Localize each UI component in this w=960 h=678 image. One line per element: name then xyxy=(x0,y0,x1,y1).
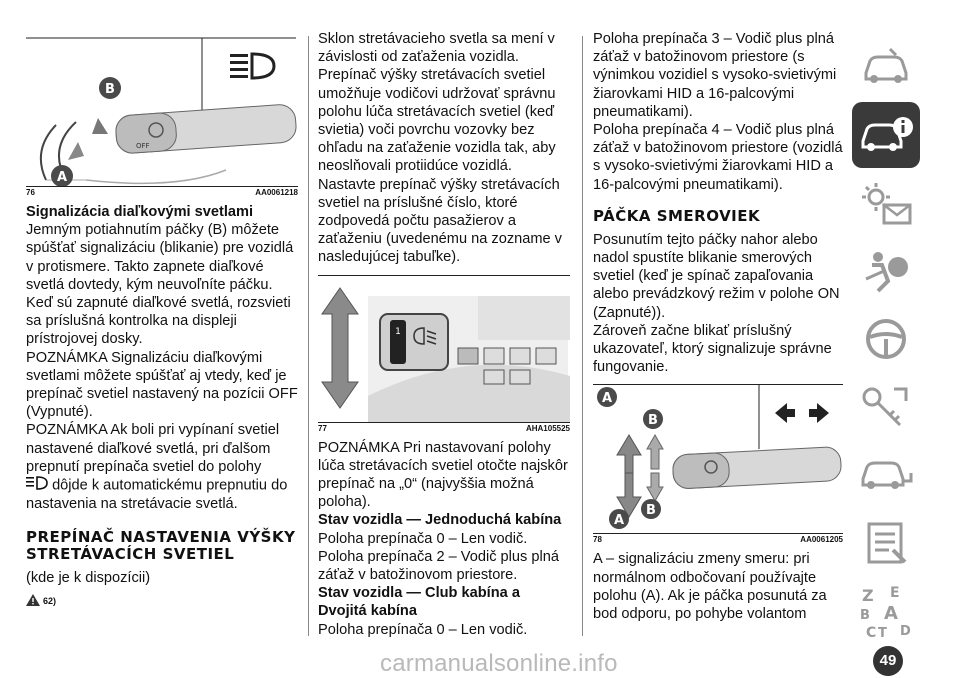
svg-text:B: B xyxy=(105,82,115,97)
svg-text:A: A xyxy=(884,603,898,624)
subheading: Stav vozidla — Club kabína a Dvojitá kabína xyxy=(318,585,520,620)
service-icon xyxy=(863,520,909,566)
figure-caption xyxy=(26,186,298,197)
paragraph: Poloha prepínača 2 – Vodič plus plná záťaž v batožinovom priestore. xyxy=(318,548,559,584)
turn-signal-icon xyxy=(775,403,829,423)
headlight-lever-illustration xyxy=(26,30,298,186)
column-3 xyxy=(593,30,843,623)
figure-number: 78 xyxy=(593,535,602,545)
svg-text:T: T xyxy=(878,626,887,639)
tab-car-info[interactable] xyxy=(852,102,920,168)
column-divider xyxy=(582,36,583,636)
paragraph: Posunutím tejto páčky nahor alebo nadol spustíte blikanie smerových svetiel (keď je spínač zapaľovania alebo prevádzkový režim v polohe ON (Zapnuté)). xyxy=(593,231,840,321)
label-a-badge xyxy=(597,387,617,407)
tab-warning-lights[interactable] xyxy=(852,170,920,236)
paragraph: POZNÁMKA Signalizáciu diaľkovými svetlami môžete spúšťať aj vtedy, keď je prepínač svetiel nastavený na pozícii OFF (Vypnuté). xyxy=(26,349,298,421)
paragraph: Poloha prepínača 4 – Vodič plus plná záťaž v batožinovom priestore (vozidlá s vysoko-svietivými žiarovkami HID a 16-palcovými pneumatikami). xyxy=(593,122,843,193)
index-icon xyxy=(856,583,916,639)
paragraph-text: dôjde k automatickému prepnutiu do nastavenia na stretávacie svetlá. xyxy=(26,477,288,513)
label-a-badge xyxy=(609,509,629,529)
paragraph: Zároveň začne blikať príslušný ukazovateľ, ktorý signalizuje správne fungovanie. xyxy=(593,322,832,376)
figure-76 xyxy=(26,30,298,186)
svg-text:A: A xyxy=(56,170,68,185)
subheading: Signalizácia diaľkovými svetlami xyxy=(26,204,254,220)
airbag-icon xyxy=(860,249,912,293)
high-beam-icon xyxy=(230,54,274,78)
column-1 xyxy=(26,30,298,606)
figure-code: AA0061218 xyxy=(255,188,298,197)
svg-text:D: D xyxy=(900,624,911,639)
watermark: carmanualsonline.info xyxy=(380,650,618,677)
figure-caption xyxy=(593,533,843,544)
paragraph: Sklon stretávacieho svetla sa mení v závislosti od zaťaženia vozidla. Prepínač výšky stretávacích svetiel umožňuje vodičovi udržovať správnu polohu lúča stretávacích svetiel (keď svietia) voči povrchu vozovky bez ohľadu na zaťaženie vozidla tak, aby neoslňovali protiidúce vozidlá. Nastavte prepínač výšky stretávacích svetiel na príslušné číslo, ktoré zodpovedá počtu pasažierov a zaťaženiu (uvedenému na zozname v nasledujúcej tabuľke). xyxy=(318,31,562,266)
section-title: PREPÍNAČ NASTAVENIA VÝŠKY STRETÁVACÍCH SVETIEL xyxy=(26,528,296,564)
svg-text:A: A xyxy=(601,391,613,407)
figure-code: AHA105525 xyxy=(525,423,570,433)
warning-lights-icon xyxy=(860,181,912,225)
svg-text:B: B xyxy=(860,608,870,623)
label-b-badge xyxy=(643,409,663,429)
label-a-badge xyxy=(51,165,73,186)
chapter-sidebar xyxy=(848,34,924,664)
tab-car[interactable] xyxy=(852,34,920,100)
high-beam-icon xyxy=(26,476,48,495)
car-info-icon xyxy=(859,115,913,155)
car-icon xyxy=(860,47,912,87)
figure-number: 77 xyxy=(318,423,327,433)
note-reference: 62) xyxy=(26,594,298,606)
svg-text:B: B xyxy=(648,413,658,429)
figure-77 xyxy=(318,275,570,422)
warning-triangle-icon xyxy=(26,594,40,606)
svg-text:1: 1 xyxy=(395,326,401,337)
paragraph: A – signalizáciu zmeny smeru: pri normálnom odbočovaní používajte polohu (A). Ak je páčka posunutá za bod odporu, po pohybe volantom xyxy=(593,551,827,623)
paragraph xyxy=(26,421,298,513)
page-number: 49 xyxy=(873,646,903,676)
svg-text:A: A xyxy=(613,513,625,529)
tow-car-icon xyxy=(859,455,913,495)
section-title: PÁČKA SMEROVIEK xyxy=(593,206,761,225)
svg-text:C: C xyxy=(866,625,877,639)
up-down-arrow-icon xyxy=(322,288,358,408)
svg-text:OFF: OFF xyxy=(136,142,150,150)
tab-steering-wheel[interactable] xyxy=(852,306,920,372)
column-2 xyxy=(318,30,570,639)
paragraph: Poloha prepínača 3 – Vodič plus plná záťaž v batožinovom priestore (s výnimkou vozidiel s vysoko-svietivými žiarovkami HID a 16-palcovými pneumatikami). xyxy=(593,31,837,120)
tab-airbag[interactable] xyxy=(852,238,920,304)
label-b-badge xyxy=(641,499,661,519)
svg-text:B: B xyxy=(646,503,656,519)
headlight-leveling-switch-illustration xyxy=(318,276,570,422)
label-b-badge xyxy=(99,77,121,99)
steering-wheel-icon xyxy=(862,317,910,361)
paragraph: Poloha prepínača 0 – Len vodič. xyxy=(318,621,528,638)
svg-text:E: E xyxy=(890,585,900,601)
paragraph: (kde je k dispozícii) xyxy=(26,570,151,587)
key-icon xyxy=(860,385,912,429)
figure-number: 76 xyxy=(26,188,35,197)
paragraph-text: POZNÁMKA Ak boli pri vypínaní svetiel nastavené diaľkové svetlá, pri ďalšom prepnutí prepínača svetiel do polohy xyxy=(26,422,280,475)
paragraph: POZNÁMKA Pri nastavovaní polohy lúča stretávacích svetiel otočte najskôr prepínač na „0“ (najvyššia možná poloha). xyxy=(318,439,568,511)
figure-78 xyxy=(593,384,843,533)
svg-text:Z: Z xyxy=(862,586,874,605)
paragraph: Poloha prepínača 0 – Len vodič. xyxy=(318,530,528,547)
tab-key[interactable] xyxy=(852,374,920,440)
paragraph: Jemným potiahnutím páčky (B) môžete spúšťať signalizáciu (blikanie) pre vozidlá v protismere. Takto zapnete diaľkové svetlá dovtedy, kým neuvoľníte páčku. Keď sú zapnuté diaľkové svetlá, rozsvieti sa príslušná kontrolka na displeji prístrojovej dosky. xyxy=(26,222,294,348)
tab-index[interactable] xyxy=(852,578,920,644)
turn-signal-lever-illustration xyxy=(593,385,843,533)
subheading: Stav vozidla — Jednoduchá kabína xyxy=(318,512,562,529)
figure-caption xyxy=(318,422,570,433)
tab-service[interactable] xyxy=(852,510,920,576)
column-divider xyxy=(308,36,309,636)
figure-code: AA0061205 xyxy=(800,535,843,545)
tab-tow-car[interactable] xyxy=(852,442,920,508)
